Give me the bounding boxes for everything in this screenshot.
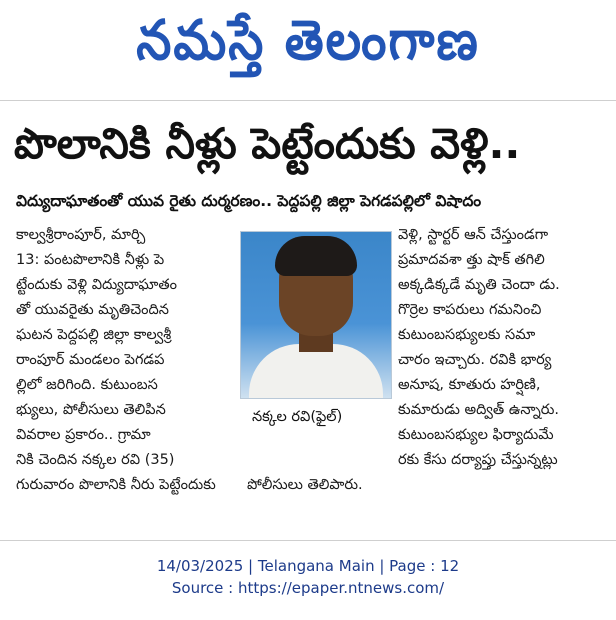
footer xyxy=(0,555,616,599)
article-line: కుటుంబసభ్యుల ఫిర్యాదుమే xyxy=(398,427,554,443)
divider-bottom xyxy=(0,540,616,541)
footer-source: Source : https://epaper.ntnews.com/ xyxy=(171,579,445,597)
article-line: తో యువరైతు మృతిచెందిన xyxy=(16,302,169,318)
article-line: అక్కడిక్కడే మృతి చెందా డు. xyxy=(398,277,560,293)
article-line: కాల్వశ్రీరాంపూర్, మార్చి xyxy=(16,227,146,243)
article-line: రకు కేసు దర్యాప్తు చేస్తున్నట్లు xyxy=(398,452,558,468)
article-line: వివరాల ప్రకారం.. గ్రామా xyxy=(16,427,151,443)
article-line: ట్టేందుకు వెళ్లి విద్యుదాఘాతం xyxy=(16,277,178,293)
masthead xyxy=(0,0,616,95)
article-line: ల్లిలో జరిగింది. కుటుంబస xyxy=(16,377,158,393)
footer-date-edition: 14/03/2025 | Telangana Main | Page : 12 xyxy=(156,557,460,575)
article-column-right xyxy=(398,223,608,473)
person-photo xyxy=(240,231,392,399)
article-line: వెళ్లి, స్టార్టర్ ఆన్ చేస్తుండగా xyxy=(398,227,549,243)
article-headline: పొలానికి నీళ్లు పెట్టేందుకు వెళ్లి.. xyxy=(14,119,521,168)
article-clipping xyxy=(0,103,616,540)
photo-caption: నక్కల రవి(ఫైల్) xyxy=(252,409,343,425)
article-line: గొర్రెల కాపరులు గమనించి xyxy=(398,302,542,318)
divider-top xyxy=(0,100,616,101)
article-line: నికి చెందిన నక్కల రవి (35) xyxy=(16,452,175,468)
article-line: 13: పంటపొలానికి నీళ్లు పె xyxy=(16,252,165,268)
article-line: రాంపూర్ మండలం పెగడప xyxy=(16,352,165,368)
article-bottom-line xyxy=(16,473,516,498)
article-line: ఘటన పెద్దపల్లి జిల్లా కాల్వశ్రీ xyxy=(16,327,172,343)
article-line: గురువారం పొలానికి నీరు పెట్టేందుకు xyxy=(16,477,216,493)
article-line: చారం ఇచ్చారు. రవికి భార్య xyxy=(398,352,552,368)
article-line: కుమారుడు అద్విత్ ఉన్నారు. xyxy=(398,402,559,418)
article-line: భ్యులు, పోలీసులు తెలిపిన xyxy=(16,402,166,418)
article-subheadline: విద్యుదాఘాతంతో యువ రైతు దుర్మరణం.. పెద్దపల్లి జిల్లా పెగడపల్లిలో విషాదం xyxy=(16,192,482,210)
article-line: పోలీసులు తెలిపారు. xyxy=(247,477,363,493)
article-column-left xyxy=(16,223,231,473)
article-line: కుటుంబసభ్యులకు సమా xyxy=(398,327,536,343)
article-line: ప్రమాదవశా త్తు షాక్ తగిలి xyxy=(398,252,545,268)
newspaper-logo: నమస్తే తెలంగాణ xyxy=(136,8,480,73)
article-line: అనూష, కూతురు హర్షిణి, xyxy=(398,377,541,393)
